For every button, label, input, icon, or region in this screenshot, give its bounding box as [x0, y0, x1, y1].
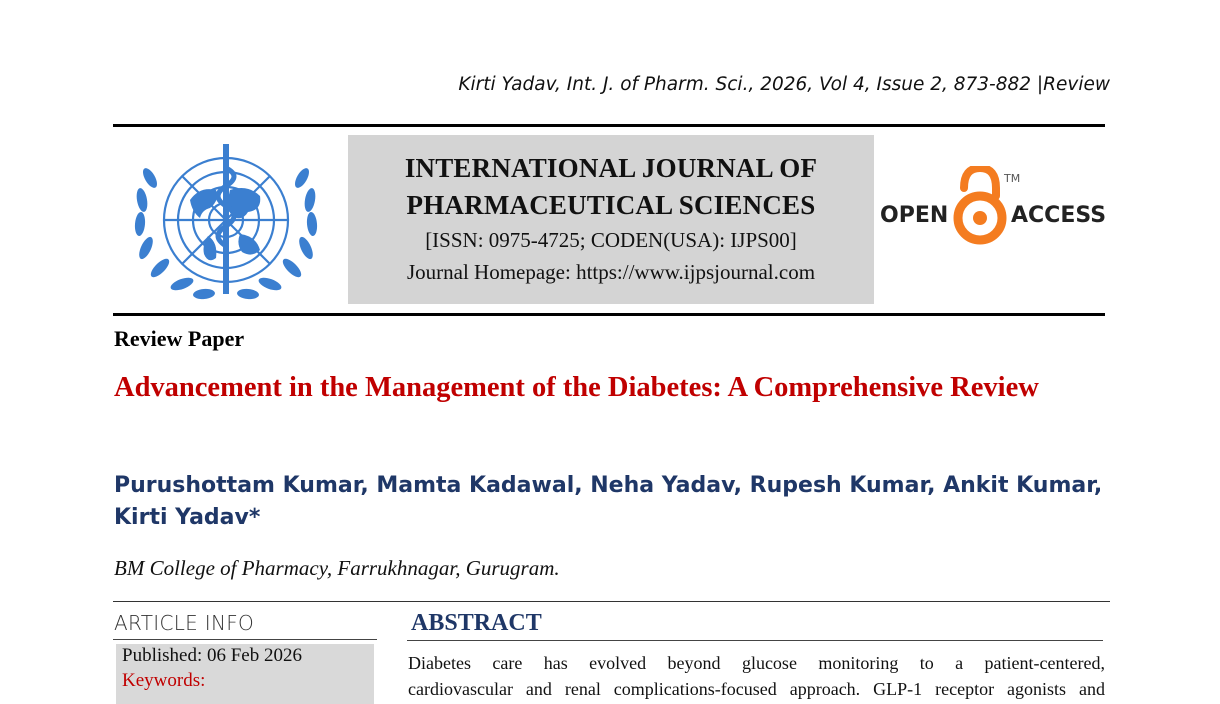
section-divider [113, 601, 1110, 602]
abstract-line: Diabetes care has evolved beyond glucose monitoring to a patient-centered, [408, 653, 1105, 673]
published-date: Published: 06 Feb 2026 [122, 645, 302, 666]
journal-issn: [ISSN: 0975-4725; CODEN(USA): IJPS00] [425, 228, 797, 252]
paper-title: Advancement in the Management of the Diabetes: A Comprehensive Review [114, 372, 1039, 403]
header-rule-bottom [113, 313, 1105, 316]
journal-homepage: Journal Homepage: https://www.ijpsjournal.com [406, 260, 816, 284]
keywords-label: Keywords: [122, 670, 206, 691]
abstract-text [408, 650, 1105, 702]
open-access-logo [880, 166, 1110, 250]
author-list: Purushottam Kumar, Mamta Kadawal, Neha Yadav, Rupesh Kumar, Ankit Kumar, Kirti Yadav* [114, 473, 1103, 530]
header-rule-top [113, 124, 1105, 127]
open-access-text-right: ACCESS [1011, 203, 1107, 228]
trademark-mark: TM [1004, 172, 1021, 185]
journal-masthead [348, 135, 874, 304]
abstract-heading: ABSTRACT [411, 610, 542, 636]
article-info-rule [113, 639, 377, 640]
affiliation: BM College of Pharmacy, Farrukhnagar, Gurugram. [114, 556, 560, 580]
open-access-text-left: OPEN [880, 203, 949, 228]
journal-title-line2: PHARMACEUTICAL SCIENCES [406, 190, 816, 220]
running-head: Kirti Yadav, Int. J. of Pharm. Sci., 2026, Vol 4, Issue 2, 873-882 |Review [458, 74, 1110, 95]
paper-type: Review Paper [114, 326, 245, 351]
abstract-rule [407, 640, 1103, 641]
who-emblem-logo [128, 138, 324, 306]
article-info-heading: ARTICLE INFO [114, 611, 255, 635]
journal-title-line1: INTERNATIONAL JOURNAL OF [404, 153, 818, 183]
abstract-line: cardiovascular and renal complications-focused approach. GLP-1 receptor agonists and [408, 679, 1105, 699]
